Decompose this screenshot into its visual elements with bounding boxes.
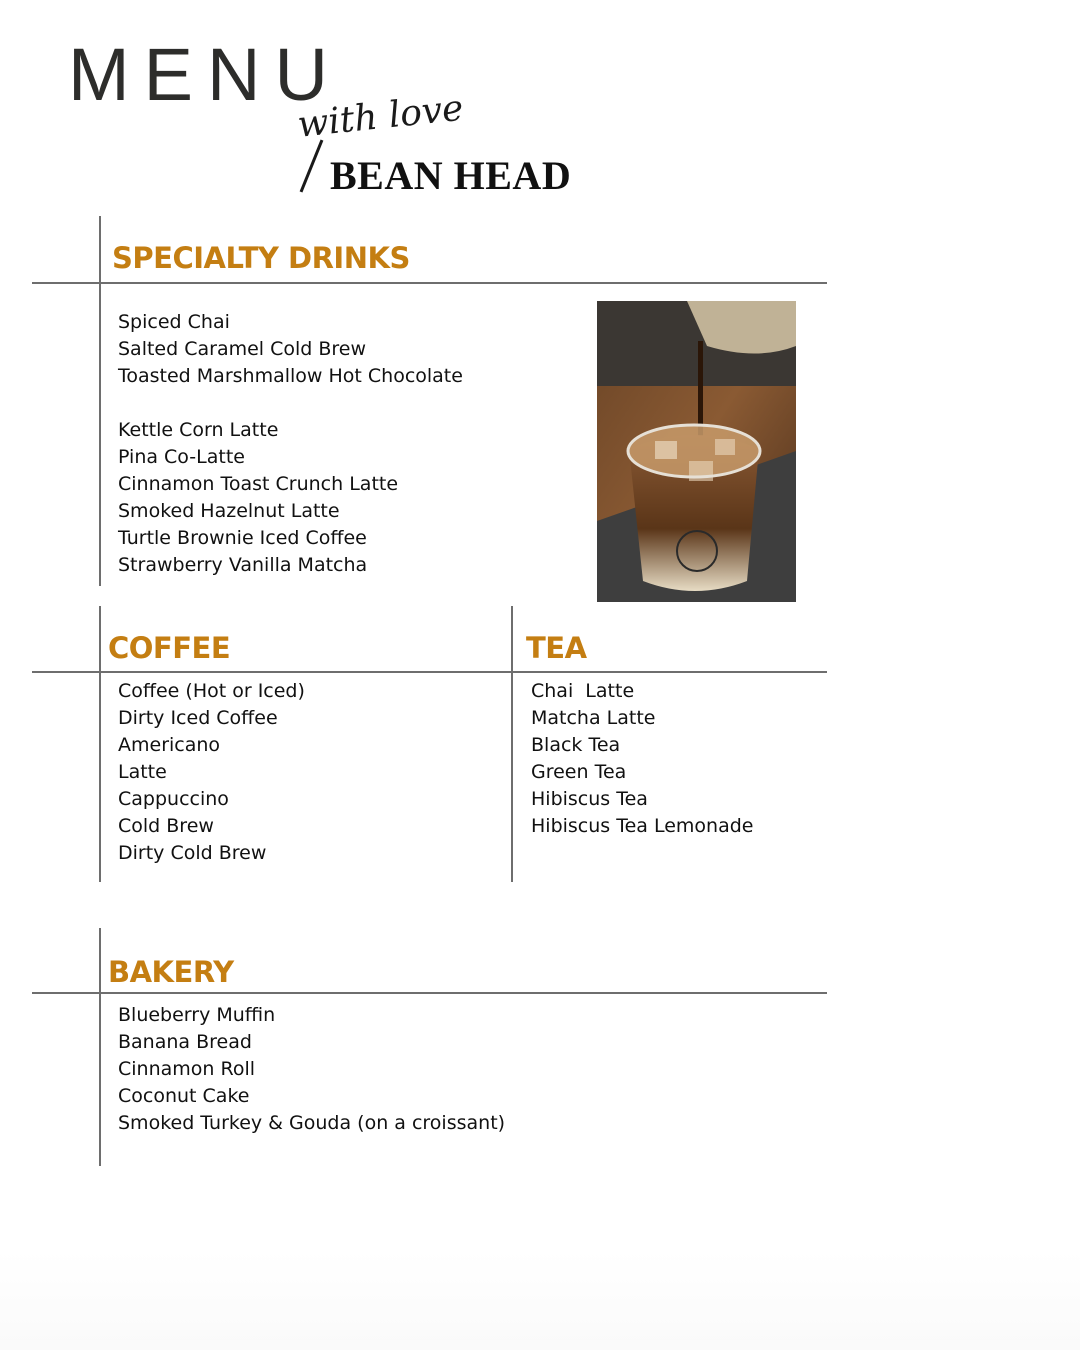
list-item: Cappuccino bbox=[118, 788, 229, 810]
list-item: Kettle Corn Latte bbox=[118, 419, 279, 441]
list-item: Spiced Chai bbox=[118, 311, 230, 333]
tea-divider-vertical bbox=[511, 606, 513, 882]
specialty-heading: SPECIALTY DRINKS bbox=[112, 241, 410, 275]
bottom-fade bbox=[0, 1250, 1080, 1350]
list-item: Dirty Iced Coffee bbox=[118, 707, 278, 729]
list-item: Americano bbox=[118, 734, 221, 756]
brand-slash bbox=[300, 139, 324, 192]
list-item: Cinnamon Toast Crunch Latte bbox=[118, 473, 399, 495]
bakery-divider-vertical bbox=[99, 928, 101, 1166]
tea-list bbox=[531, 678, 754, 840]
specialty-divider-vertical bbox=[99, 216, 101, 586]
list-item: Dirty Cold Brew bbox=[118, 842, 267, 864]
coffee-tea-divider-horizontal bbox=[32, 671, 827, 673]
list-item: Coconut Cake bbox=[118, 1085, 250, 1107]
list-item: Strawberry Vanilla Matcha bbox=[118, 554, 368, 576]
iced-coffee-photo bbox=[597, 301, 796, 602]
brand-name: BEAN HEAD bbox=[330, 153, 572, 198]
specialty-list bbox=[118, 309, 463, 579]
brand-logo bbox=[295, 87, 606, 200]
list-item: Coffee (Hot or Iced) bbox=[118, 680, 305, 702]
specialty-divider-horizontal bbox=[32, 282, 827, 284]
list-item: Turtle Brownie Iced Coffee bbox=[118, 527, 367, 549]
tea-heading: TEA bbox=[526, 631, 587, 665]
list-item: Smoked Turkey & Gouda (on a croissant) bbox=[118, 1112, 506, 1134]
list-spacer bbox=[118, 390, 463, 417]
list-item: Hibiscus Tea bbox=[531, 788, 648, 810]
coffee-heading: COFFEE bbox=[108, 631, 231, 665]
list-item: Salted Caramel Cold Brew bbox=[118, 338, 367, 360]
bakery-divider-horizontal bbox=[32, 992, 827, 994]
list-item: Smoked Hazelnut Latte bbox=[118, 500, 340, 522]
list-item: Cold Brew bbox=[118, 815, 214, 837]
list-item: Blueberry Muffin bbox=[118, 1004, 276, 1026]
list-item: Toasted Marshmallow Hot Chocolate bbox=[118, 365, 463, 387]
bakery-list bbox=[118, 1002, 505, 1137]
list-item: Matcha Latte bbox=[531, 707, 656, 729]
list-item: Latte bbox=[118, 761, 167, 783]
brand-script: with love bbox=[295, 87, 466, 146]
menu-title: MENU bbox=[68, 33, 342, 116]
bakery-heading: BAKERY bbox=[108, 955, 234, 989]
coffee-divider-vertical bbox=[99, 606, 101, 882]
list-item: Chai Latte bbox=[531, 680, 635, 702]
coffee-list bbox=[118, 678, 305, 867]
list-item: Pina Co-Latte bbox=[118, 446, 245, 468]
list-item: Black Tea bbox=[531, 734, 621, 756]
list-item: Hibiscus Tea Lemonade bbox=[531, 815, 754, 837]
list-item: Green Tea bbox=[531, 761, 627, 783]
list-item: Banana Bread bbox=[118, 1031, 252, 1053]
list-item: Cinnamon Roll bbox=[118, 1058, 256, 1080]
